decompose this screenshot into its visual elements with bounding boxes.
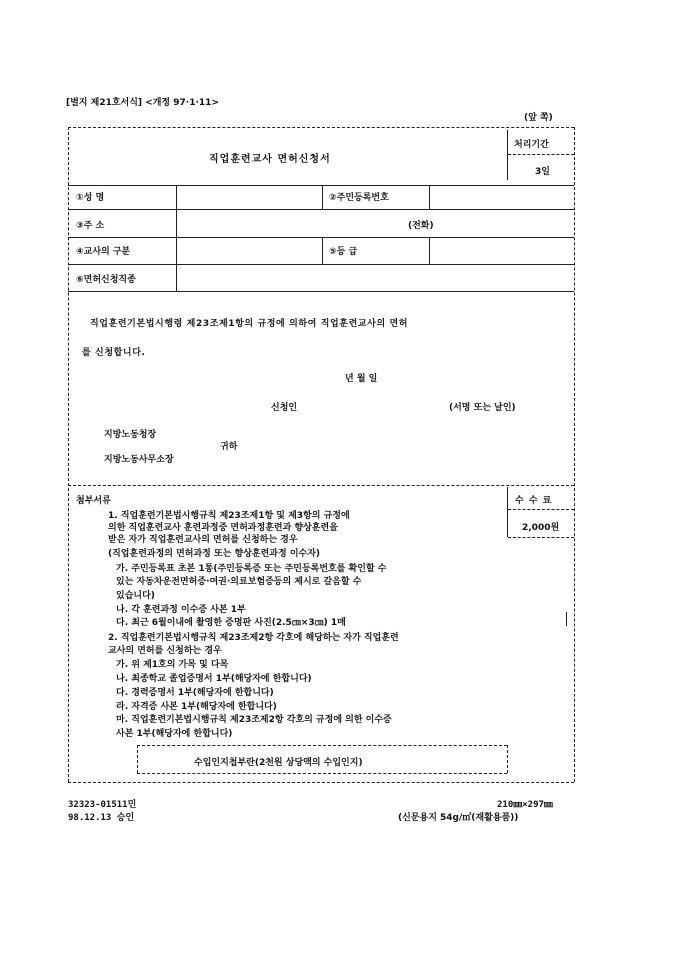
- teacher-type-label: ④교사의 구분: [76, 247, 131, 257]
- name-label: ①성 명: [76, 193, 105, 203]
- attachment-line: 가. 주민등록표 초본 1통(주민등록증 또는 주민등록번호를 확인할 수: [116, 564, 387, 574]
- attachment-line: 의한 직업훈련교사 훈련과정중 면허과정훈련과 향상훈련을: [108, 523, 338, 533]
- fee-label: 수 수 료: [515, 496, 553, 506]
- attachment-line: 다. 최근 6월이내에 촬영한 증명판 사진(2.5㎝×3㎝) 1매: [116, 618, 346, 628]
- attachment-line: 나. 각 훈련과정 이수증 사본 1부: [116, 605, 246, 615]
- attachment-line: 2. 직업훈련기본법시행규칙 제23조제2항 각호에 해당하는 자가 직업훈련: [108, 633, 399, 643]
- signature-note: (서명 또는 날인): [449, 403, 516, 413]
- attachment-line: 교사의 면허를 신청하는 경우: [108, 646, 222, 656]
- resident-number-label: ②주민등록번호: [329, 193, 389, 203]
- address-label: ③주 소: [76, 221, 105, 231]
- statement-line-2: 를 신청합니다.: [82, 348, 146, 358]
- attachment-line: 받은 자가 직업훈련교사의 면허를 신청하는 경우: [108, 535, 298, 545]
- phone-label: (전화): [408, 221, 434, 231]
- revenue-stamp-note: 수입인지첩부란(2천원 상당액의 수입인지): [194, 758, 363, 768]
- attachment-line: 마. 직업훈련기본법시행규칙 제23조제2항 각호의 규정에 의한 이수증: [116, 715, 392, 725]
- attachments-heading: 첨부서류: [76, 496, 111, 506]
- attachment-line: 사본 1부(해당자에 한합니다): [116, 729, 233, 739]
- statement-line-1: 직업훈련기본법시행령 제23조제1항의 규정에 의하여 직업훈련교사의 면허: [90, 319, 409, 329]
- processing-period-label: 처리기간: [514, 140, 549, 150]
- attachment-line: 가. 위 제1호의 가목 및 다목: [116, 660, 229, 670]
- form-title: 직업훈련교사 면허신청서: [209, 154, 331, 165]
- grade-label: ⑤등 급: [329, 247, 358, 257]
- addressee-2: 지방노동사무소장: [104, 455, 174, 465]
- fee-value: 2,000원: [522, 523, 560, 533]
- phone-field[interactable]: [450, 212, 570, 234]
- page-side-label: (앞 쪽): [524, 113, 553, 123]
- addressee-1: 지방노동청장: [104, 430, 157, 440]
- addressee-suffix: 귀하: [220, 442, 238, 452]
- paper-size: 210㎜×297㎜: [497, 800, 553, 810]
- license-type-label: ⑥면허신청직종: [76, 275, 136, 285]
- name-field[interactable]: [180, 188, 320, 206]
- applicant-label: 신청인: [271, 403, 298, 413]
- date-line: 년 월 일: [345, 374, 378, 384]
- attachment-line: 라. 자격증 사본 1부(해당자에 한합니다): [116, 702, 277, 712]
- resident-number-field[interactable]: [433, 188, 569, 206]
- teacher-type-field[interactable]: [180, 240, 320, 261]
- form-code: 32323-01511민: [68, 800, 137, 810]
- attachment-line: 다. 경력증명서 1부(해당자에 한합니다): [116, 688, 274, 698]
- attachment-line: (직업훈련과정의 면허과정 또는 향상훈련과정 이수자): [108, 549, 321, 559]
- approval-date: 98.12.13 승인: [68, 813, 135, 823]
- paper-spec: (신문용지 54g/㎡(재활용품)): [398, 813, 519, 823]
- attachment-line: 있습니다): [116, 591, 155, 601]
- grade-field[interactable]: [433, 240, 569, 261]
- processing-period-value: 3일: [535, 167, 550, 177]
- attachment-line: 있는 자동차운전면허증·여권·의료보험증등의 제시로 갈음할 수: [116, 577, 362, 587]
- address-field[interactable]: [180, 212, 400, 234]
- attachment-line: 1. 직업훈련기본법시행규칙 제23조제1항 및 제3항의 규정에: [108, 511, 350, 521]
- applicant-signature-field[interactable]: [310, 396, 440, 412]
- attachment-line: 나. 최종학교 졸업증명서 1부(해당자에 한합니다): [116, 674, 312, 684]
- license-type-field[interactable]: [180, 267, 569, 288]
- form-reference: [별지 제21호서식] <개정 97·1·11>: [66, 98, 219, 108]
